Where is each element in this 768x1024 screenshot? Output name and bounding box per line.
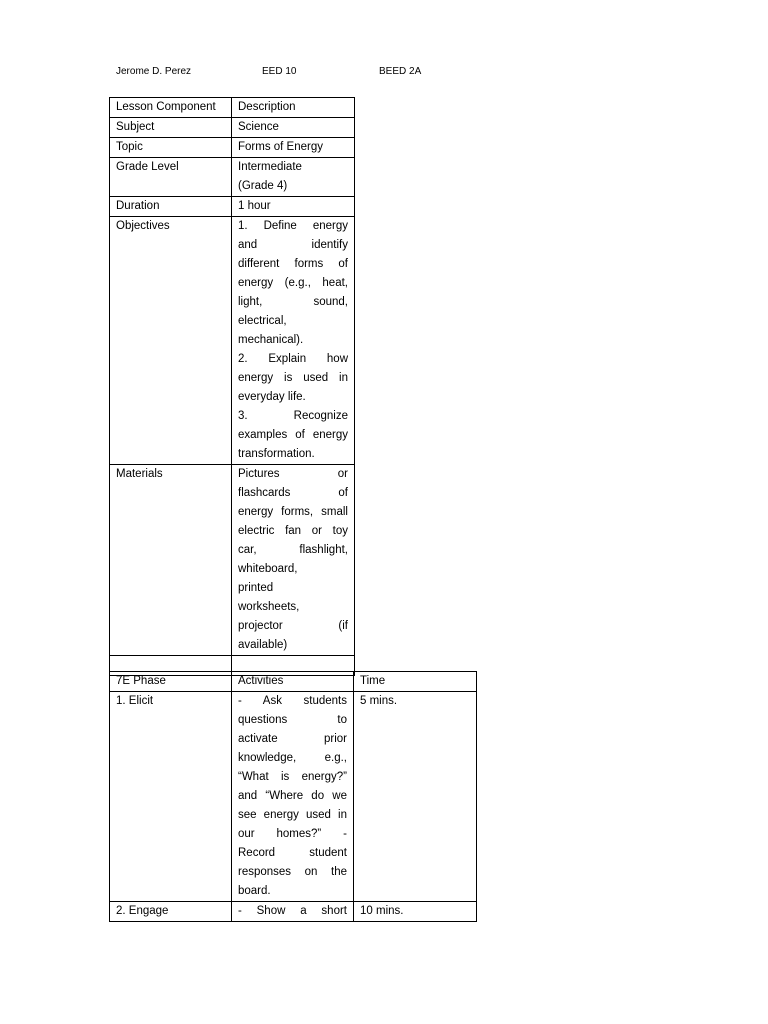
value-line: energy is used in [238, 372, 348, 384]
value-line: 3. Recognize [238, 410, 348, 422]
phase-time: 5 mins. [354, 692, 477, 902]
value-line: energy forms, small [238, 506, 348, 518]
value-line: different forms of [238, 258, 348, 270]
row-label: Topic [110, 138, 232, 158]
value-line: car, flashlight, [238, 544, 348, 556]
value-line: light, sound, [238, 296, 348, 308]
phase-time: 10 mins. [354, 902, 477, 922]
phase-name: 2. Engage [110, 902, 232, 922]
course-code: EED 10 [262, 66, 297, 77]
value-line: worksheets, [238, 601, 300, 613]
table-row-duration [110, 197, 355, 217]
value-line: examples of energy [238, 429, 348, 441]
activity-line: - Ask students [238, 695, 347, 707]
row-label: Subject [110, 118, 232, 138]
activity-line: activate prior [238, 733, 347, 745]
value-line: (Grade 4) [238, 180, 288, 192]
seven-e-phase-table [109, 671, 477, 922]
row-value [232, 217, 355, 465]
table-row-elicit [110, 692, 477, 902]
table-header-row [110, 672, 477, 692]
value-line: and identify [238, 239, 348, 251]
student-name: Jerome D. Perez [116, 66, 192, 77]
row-label: Grade Level [110, 158, 232, 197]
activity-line: responses on the [238, 866, 347, 878]
value-line: flashcards of [238, 487, 348, 499]
value-line: energy (e.g., heat, [238, 277, 348, 289]
column-header-phase: 7E Phase [110, 672, 232, 692]
row-value: 1 hour [232, 197, 355, 217]
row-label: Objectives [110, 217, 232, 465]
value-line: Intermediate [238, 161, 302, 173]
activity-line: - Show a short [238, 905, 347, 917]
table-row-objectives [110, 217, 355, 465]
value-line: available) [238, 639, 288, 651]
activity-line: knowledge, e.g., [238, 752, 347, 764]
activity-line: “What is energy?” [238, 771, 347, 783]
value-line: 1. Define energy [238, 220, 348, 232]
value-line: electric fan or toy [238, 525, 348, 537]
lesson-component-table [109, 97, 355, 676]
section-label: BEED 2A [379, 66, 422, 77]
column-header-lesson-component: Lesson Component [110, 98, 232, 118]
value-line: 2. Explain how [238, 353, 348, 365]
activity-line: questions to [238, 714, 347, 726]
row-label: Duration [110, 197, 232, 217]
value-line: Pictures or [238, 468, 348, 480]
table-row-grade-level [110, 158, 355, 197]
phase-activities [232, 902, 354, 922]
row-label: Materials [110, 465, 232, 656]
table-row-topic [110, 138, 355, 158]
row-value: Science [232, 118, 355, 138]
row-value [232, 158, 355, 197]
activity-line: and “Where do we [238, 790, 347, 802]
value-line: everyday life. [238, 391, 306, 403]
activity-line: board. [238, 885, 271, 897]
value-line: whiteboard, [238, 563, 298, 575]
table-row-materials [110, 465, 355, 656]
row-value: Forms of Energy [232, 138, 355, 158]
table-row-engage [110, 902, 477, 922]
value-line: printed [238, 582, 274, 594]
phase-activities [232, 692, 354, 902]
table-row-subject [110, 118, 355, 138]
table-header-row [110, 98, 355, 118]
value-line: electrical, [238, 315, 287, 327]
activity-line: Record student [238, 847, 347, 859]
row-value [232, 465, 355, 656]
activity-line: our homes?” - [238, 828, 347, 840]
value-line: projector (if [238, 620, 348, 632]
value-line: mechanical). [238, 334, 304, 346]
activity-line: see energy used in [238, 809, 347, 821]
value-line: transformation. [238, 448, 315, 460]
phase-name: 1. Elicit [110, 692, 232, 902]
column-header-time: Time [354, 672, 477, 692]
column-header-description: Description [232, 98, 355, 118]
column-header-activities: Activities [232, 672, 354, 692]
